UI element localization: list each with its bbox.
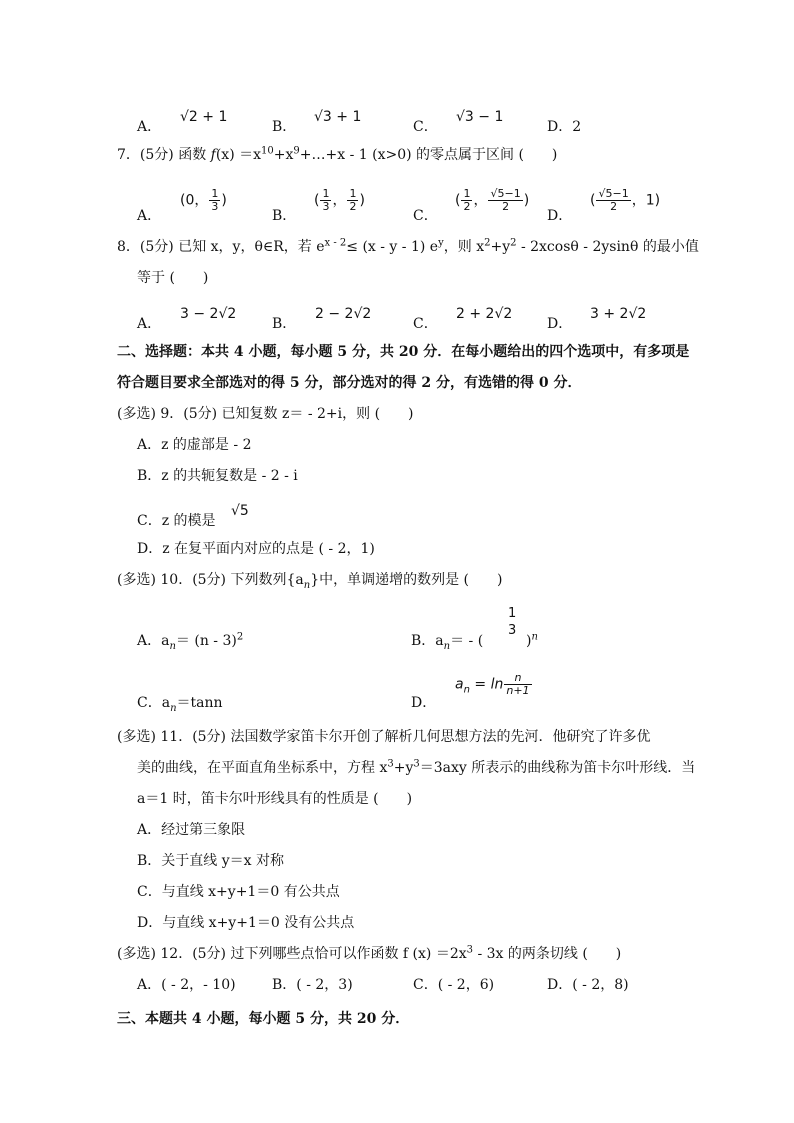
q8-stem-line1: 8．(5分) 已知 x，y，θ∈R，若 $e^{x - 2}\le (x - y - 1)$ $e^y$，则 $x^2+y^2 - 2xcos\theta - 2ysin\theta$ 的最小值 [117,237,699,255]
q10-option-b-fraction: 1 3 [508,606,517,638]
q7-option-c-value: ( $\frac{1}{2}$ ， $\frac{√5-1}{2}$ ) [455,187,530,213]
q7-stem: 7．(5分) 函数 $f(x) =x^{10}+x^9+\dots+x - 1$ (x>0) 的零点属于区间 ( ) [117,145,558,163]
q11-option-b: B．关于直线 y＝x 对称 [137,853,284,869]
section3-header: 三、本题共 4 小题，每小题 5 分，共 20 分． [117,1011,410,1027]
q12-stem: (多选) 12．(5分) 过下列哪些点恰可以作函数 f $(x) =2x^3 - 3x$ 的两条切线 ( ) [117,944,622,962]
q8-option-a-label: A． [137,316,162,332]
q10-stem: (多选) 10．(5分) 下列数列$\{a_n\}$中，单调递增的数列是 ( ) [117,572,503,591]
q9-stem: (多选) 9．(5分) 已知复数 z＝ - 2+i，则 ( ) [117,406,414,422]
q8-stem-line2: 等于 ( ) [137,270,209,286]
q8-option-a-value: 3 − 2√2 [180,306,237,322]
q9-option-c-value: √5 [231,503,249,519]
q6-option-a-label: A． [137,119,162,135]
q9-option-a: A．z 的虚部是 - 2 [137,437,252,453]
q11-stem-line3: a＝1 时，笛卡尔叶形线具有的性质是 ( ) [137,791,413,807]
q6-option-d: D．2 [547,119,582,135]
q7-option-d-value: ( $\frac{√5-1}{2}$ ，1) [590,187,661,213]
q8-option-c-label: C． [413,316,438,332]
q6-option-c-value: √3 − 1 [456,109,504,125]
q11-stem-line1: (多选) 11．(5分) 法国数学家笛卡尔开创了解析几何思想方法的先河．他研究了许多优 [117,729,651,745]
q10-option-b-close: )$^n$ [526,631,538,649]
q6-option-a-value: √2 + 1 [180,109,228,125]
q6-option-c-label: C． [413,119,438,135]
q12-option-d: D．( - 2，8) [547,977,629,993]
q12-option-c: C．( - 2，6) [413,977,495,993]
q11-option-a: A．经过第三象限 [137,822,246,838]
q8-option-c-value: 2 + 2√2 [456,306,513,322]
q7-option-a-label: A． [137,208,162,224]
q7-option-b-label: B． [272,208,297,224]
section2-header-line2: 符合题目要求全部选对的得 5 分，部分选对的得 2 分，有选错的得 0 分． [117,375,582,391]
q9-option-d: D．z 在复平面内对应的点是 ( - 2，1) [137,541,375,557]
q8-option-b-label: B． [272,316,297,332]
q9-option-c: C．z 的模是 [137,513,216,529]
q10-option-d-value: $a_n = \ln$ $\frac{n}{n+1}$ [455,671,530,697]
q11-option-d: D．与直线 x+y+1＝0 没有公共点 [137,915,355,931]
q8-option-b-value: 2 − 2√2 [315,306,372,322]
q9-option-b: B．z 的共轭复数是 - 2 - i [137,468,298,484]
q10-option-a: A．$a_n= (n - 3)^2$ [137,631,244,652]
q12-option-a: A．( - 2，- 10) [137,977,236,993]
q8-option-d-value: 3 + 2√2 [590,306,647,322]
q6-option-b-label: B． [272,119,297,135]
section2-header-line1: 二、选择题：本共 4 小题，每小题 5 分，共 20 分．在每小题给出的四个选项中，有多项是 [117,344,690,360]
q8-option-d-label: D． [547,316,573,332]
q7-option-a-value: (0， $\frac{1}{3}$ ) [180,187,227,213]
q10-option-c: C．$a_n=\tan n$ [137,695,223,714]
q11-stem-line2: 美的曲线，在平面直角坐标系中，方程 $x^3+y^3=3axy$ 所表示的曲线称为笛卡尔叶形线．当 [137,758,696,776]
q10-option-d-label: D． [411,695,437,711]
q10-option-b: B．$a_n=$ - ( [411,633,484,652]
q7-option-b-value: ( $\frac{1}{3}$ ， $\frac{1}{2}$ ) [314,187,365,213]
q11-option-c: C．与直线 x+y+1＝0 有公共点 [137,884,340,900]
q7-option-d-label: D． [547,208,573,224]
q12-option-b: B．( - 2，3) [272,977,353,993]
q6-option-b-value: √3 + 1 [314,109,362,125]
q7-option-c-label: C． [413,208,438,224]
